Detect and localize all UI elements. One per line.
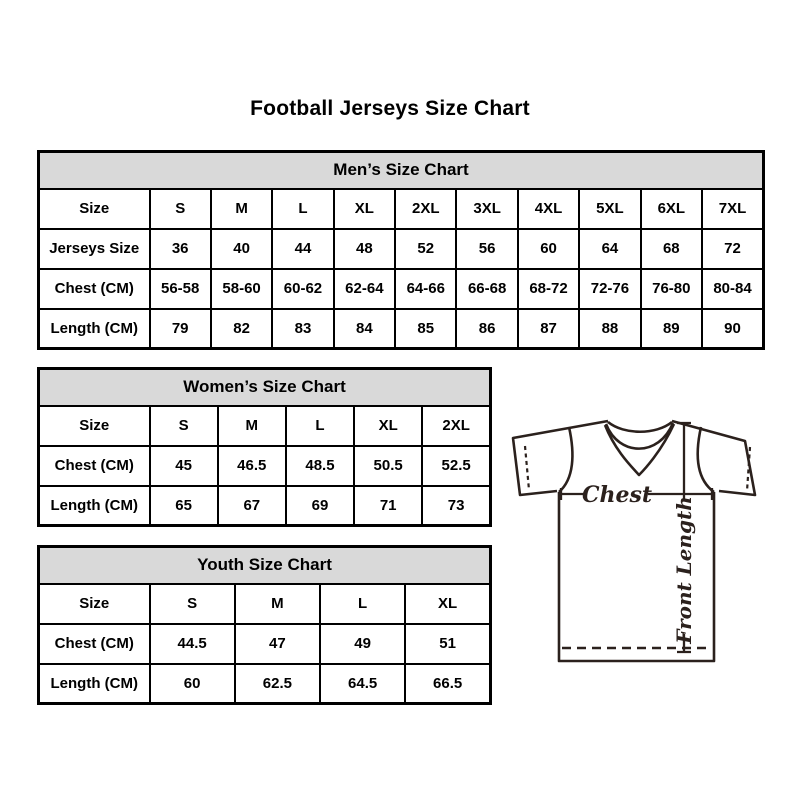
size-value-cell: 73 — [422, 486, 490, 526]
chest-label: Chest — [581, 482, 653, 508]
size-value-cell: 88 — [579, 309, 640, 349]
size-value-cell: 44.5 — [150, 624, 235, 664]
size-value-cell: 64 — [579, 229, 640, 269]
size-value-cell: 84 — [334, 309, 395, 349]
size-value-cell: 46.5 — [218, 446, 286, 486]
size-column-header: L — [286, 406, 354, 446]
size-value-cell: 51 — [405, 624, 490, 664]
youth-size-table — [37, 545, 492, 705]
size-column-header: M — [235, 584, 320, 624]
row-label: Length (CM) — [39, 486, 150, 526]
size-value-cell: 60-62 — [272, 269, 333, 309]
size-column-header: 4XL — [518, 189, 579, 229]
size-column-header: S — [150, 189, 211, 229]
size-value-cell: 72 — [702, 229, 763, 269]
size-value-cell: 69 — [286, 486, 354, 526]
row-label: Jerseys Size — [39, 229, 150, 269]
size-value-cell: 60 — [518, 229, 579, 269]
row-label: Size — [39, 406, 150, 446]
size-value-cell: 56-58 — [150, 269, 211, 309]
size-value-cell: 36 — [150, 229, 211, 269]
size-column-header: XL — [405, 584, 490, 624]
size-value-cell: 83 — [272, 309, 333, 349]
front-length-label: Front Length — [672, 496, 696, 644]
size-value-cell: 85 — [395, 309, 456, 349]
size-column-header: 7XL — [702, 189, 763, 229]
size-column-header: 2XL — [422, 406, 490, 446]
size-value-cell: 65 — [150, 486, 218, 526]
size-value-cell: 90 — [702, 309, 763, 349]
table-title: Men’s Size Chart — [39, 152, 764, 189]
size-value-cell: 50.5 — [354, 446, 422, 486]
row-label: Length (CM) — [39, 664, 150, 704]
size-value-cell: 48 — [334, 229, 395, 269]
size-value-cell: 64-66 — [395, 269, 456, 309]
row-label: Chest (CM) — [39, 446, 150, 486]
jersey-collar-outer — [608, 422, 672, 432]
row-label: Length (CM) — [39, 309, 150, 349]
table-title: Women’s Size Chart — [39, 369, 491, 406]
size-value-cell: 71 — [354, 486, 422, 526]
size-column-header: S — [150, 584, 235, 624]
size-value-cell: 66.5 — [405, 664, 490, 704]
size-column-header: 6XL — [641, 189, 702, 229]
size-value-cell: 86 — [456, 309, 517, 349]
size-column-header: L — [320, 584, 405, 624]
mens-size-table — [37, 150, 765, 350]
size-value-cell: 72-76 — [579, 269, 640, 309]
size-value-cell: 60 — [150, 664, 235, 704]
size-value-cell: 49 — [320, 624, 405, 664]
size-value-cell: 52 — [395, 229, 456, 269]
size-value-cell: 58-60 — [211, 269, 272, 309]
size-column-header: M — [211, 189, 272, 229]
size-value-cell: 82 — [211, 309, 272, 349]
page-title: Football Jerseys Size Chart — [250, 97, 530, 120]
jersey-right-seam — [698, 427, 714, 492]
jersey-measurement-diagram — [505, 400, 777, 675]
size-value-cell: 62-64 — [334, 269, 395, 309]
size-value-cell: 47 — [235, 624, 320, 664]
size-value-cell: 76-80 — [641, 269, 702, 309]
row-label: Chest (CM) — [39, 624, 150, 664]
jersey-left-seam — [559, 427, 572, 492]
size-value-cell: 56 — [456, 229, 517, 269]
row-label: Size — [39, 584, 150, 624]
size-value-cell: 45 — [150, 446, 218, 486]
size-value-cell: 68-72 — [518, 269, 579, 309]
size-column-header: M — [218, 406, 286, 446]
size-value-cell: 62.5 — [235, 664, 320, 704]
size-column-header: 5XL — [579, 189, 640, 229]
size-column-header: 2XL — [395, 189, 456, 229]
jersey-left-cuff-stitch — [525, 446, 529, 490]
size-value-cell: 80-84 — [702, 269, 763, 309]
size-value-cell: 48.5 — [286, 446, 354, 486]
size-column-header: XL — [334, 189, 395, 229]
size-value-cell: 40 — [211, 229, 272, 269]
row-label: Size — [39, 189, 150, 229]
size-column-header: L — [272, 189, 333, 229]
size-column-header: 3XL — [456, 189, 517, 229]
size-value-cell: 64.5 — [320, 664, 405, 704]
size-value-cell: 52.5 — [422, 446, 490, 486]
size-value-cell: 68 — [641, 229, 702, 269]
size-value-cell: 66-68 — [456, 269, 517, 309]
size-value-cell: 79 — [150, 309, 211, 349]
size-value-cell: 67 — [218, 486, 286, 526]
size-value-cell: 89 — [641, 309, 702, 349]
size-value-cell: 44 — [272, 229, 333, 269]
size-value-cell: 87 — [518, 309, 579, 349]
size-column-header: S — [150, 406, 218, 446]
size-column-header: XL — [354, 406, 422, 446]
womens-size-table — [37, 367, 492, 527]
table-title: Youth Size Chart — [39, 547, 491, 584]
row-label: Chest (CM) — [39, 269, 150, 309]
